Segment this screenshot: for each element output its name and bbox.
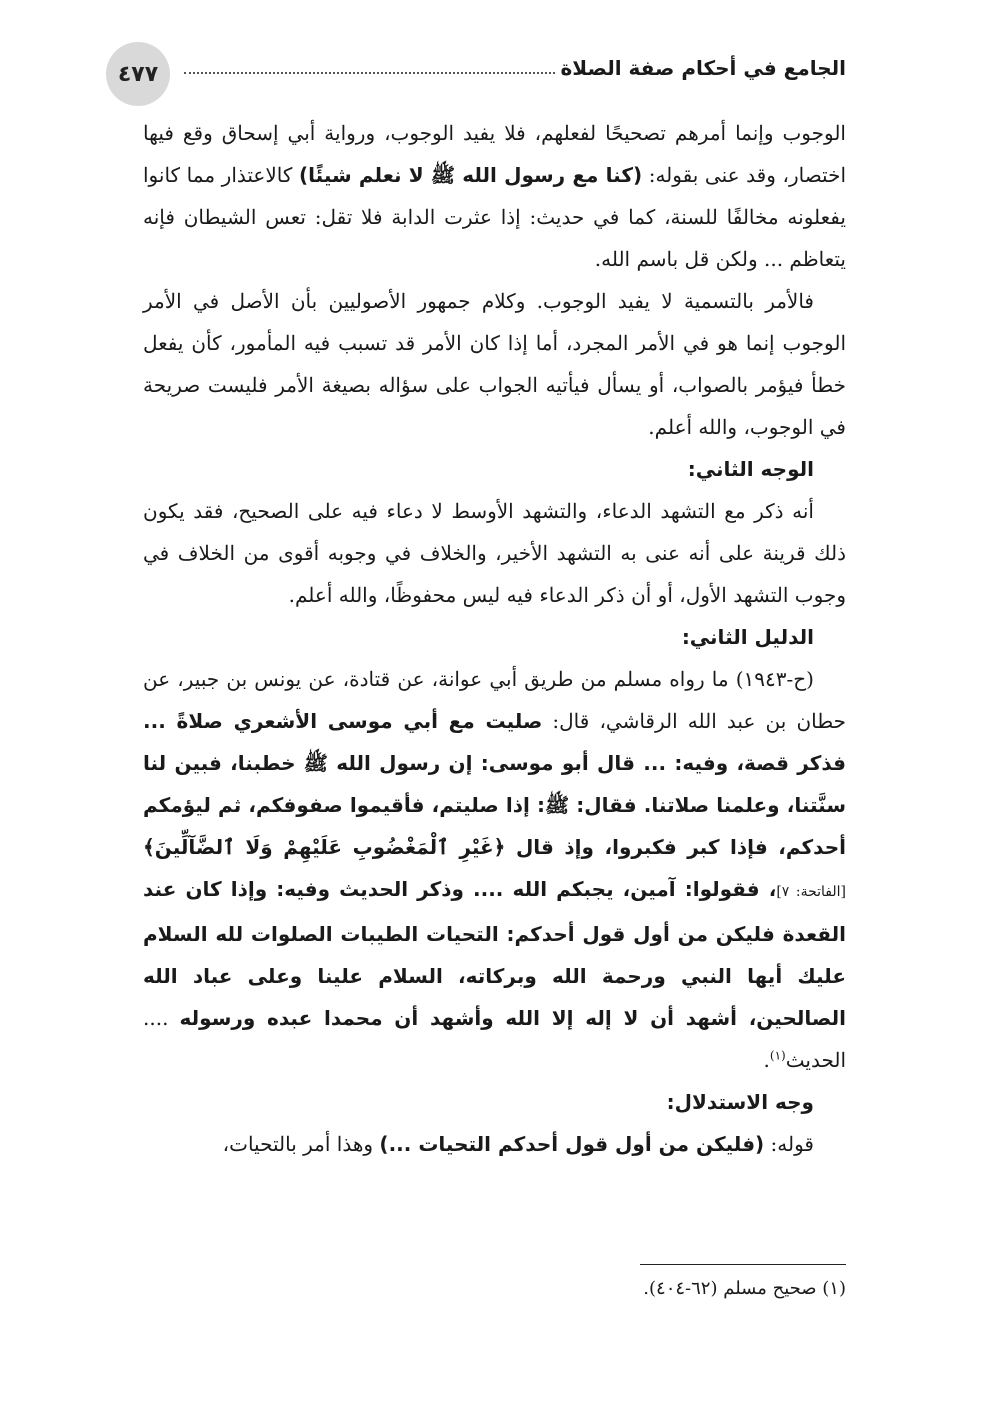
paragraph-4-end: . [763,1048,770,1072]
main-text [143,112,846,1165]
paragraph-1 [143,112,846,280]
heading-second-evidence: الدليل الثاني: [681,625,814,649]
hadith-chain: (ح-١٩٤٣) ما رواه مسلم من طريق أبي عوانة، عن قتادة، عن يونس بن جبير، عن حطان بن عبد الله الرقاشي، قال: [143,667,846,733]
page-number-badge [106,42,170,106]
paragraph-5 [143,1123,846,1165]
paragraph-5-text-a: قوله: [764,1132,814,1156]
paragraph-4 [143,658,846,1081]
page-header [106,42,846,106]
footnote-divider [640,1264,846,1265]
footnote: (١) صحيح مسلم (٦٢-٤٠٤). [643,1278,846,1299]
book-title: الجامع في أحكام صفة الصلاة [560,56,846,80]
paragraph-1-text-c: كالاعتذار مما كانوا يفعلونه مخالفًا للسنة، كما في حديث: إذا عثرت الدابة فلا تقل: تعس الشيطان فإنه يتعاظم ... ولكن قل باسم الله. [143,163,846,271]
hadith-text-b: ، فقولوا: آمين، يجبكم الله .... وذكر الحديث وفيه: وإذا كان عند القعدة فليكن من أول قول أحدكم: التحيات الطيبات الصلوات لله السلام عليك أيها النبي ورحمة الله وبركاته، السلام علينا وعلى عباد الله الصالحين، أشهد أن لا إله إلا الله وأشهد أن محمدا عبده ورسوله [143,877,846,1030]
paragraph-1-text-a: الوجوب وإنما أمرهم تصحيحًا لفعلهم، فلا يفيد الوجوب، ورواية أبي إسحاق وقع فيها اختصار، وقد عنى بقوله: [143,121,846,187]
paragraph-3: أنه ذكر مع التشهد الدعاء، والتشهد الأوسط لا دعاء فيه على الصحيح، فقد يكون ذلك قرينة على أنه عنى به التشهد الأخير، والخلاف في وجوبه أقوى من الخلاف في وجوب التشهد الأول، أو أن ذكر الدعاء فيه ليس محفوظًا، والله أعلم. [143,499,846,607]
heading-inference: وجه الاستدلال: [666,1090,814,1114]
page-number: ٤٧٧ [117,61,159,87]
hadith-text-a: صليت مع أبي موسى الأشعري صلاةً ... فذكر قصة، وفيه: ... قال أبو موسى: إن رسول الله ﷺ خطبنا، فبين لنا سنَّتنا، وعلمنا صلاتنا. فقال: ﷺ: إذا صليتم، فأقيموا صفوفكم، ثم ليؤمكم أحدكم، فإذا كبر فكبروا، وإذ قال [143,709,846,859]
header-dotted-leader [184,72,555,74]
quran-verse: ﴿غَيْرِ ٱلْمَغْضُوبِ عَلَيْهِمْ وَلَا ٱلضَّآلِّينَ﴾ [143,835,516,859]
footnote-marker: (١) [769,1048,786,1063]
heading-second-aspect: الوجه الثاني: [687,457,814,481]
paragraph-5-quote: (فليكن من أول قول أحدكم التحيات ...) [379,1132,765,1156]
paragraph-1-quote: (كنا مع رسول الله ﷺ لا نعلم شيئًا) [299,163,643,187]
paragraph-2: فالأمر بالتسمية لا يفيد الوجوب. وكلام جمهور الأصوليين بأن الأصل في الأمر الوجوب إنما هو في الأمر المجرد، أما إذا كان الأمر قد تسبب فيه المأمور، كأن يفعل خطأ فيؤمر بالصواب، أو يسأل فيأتيه الجواب على سؤاله بصيغة الأمر فليست صريحة في الوجوب، والله أعلم. [143,289,846,439]
quran-reference: [الفاتحة: ٧] [776,884,846,900]
hadith-tail: .... الحديث [143,1006,846,1072]
running-header [178,56,846,80]
paragraph-5-text-c: وهذا أمر بالتحيات، [222,1132,380,1156]
